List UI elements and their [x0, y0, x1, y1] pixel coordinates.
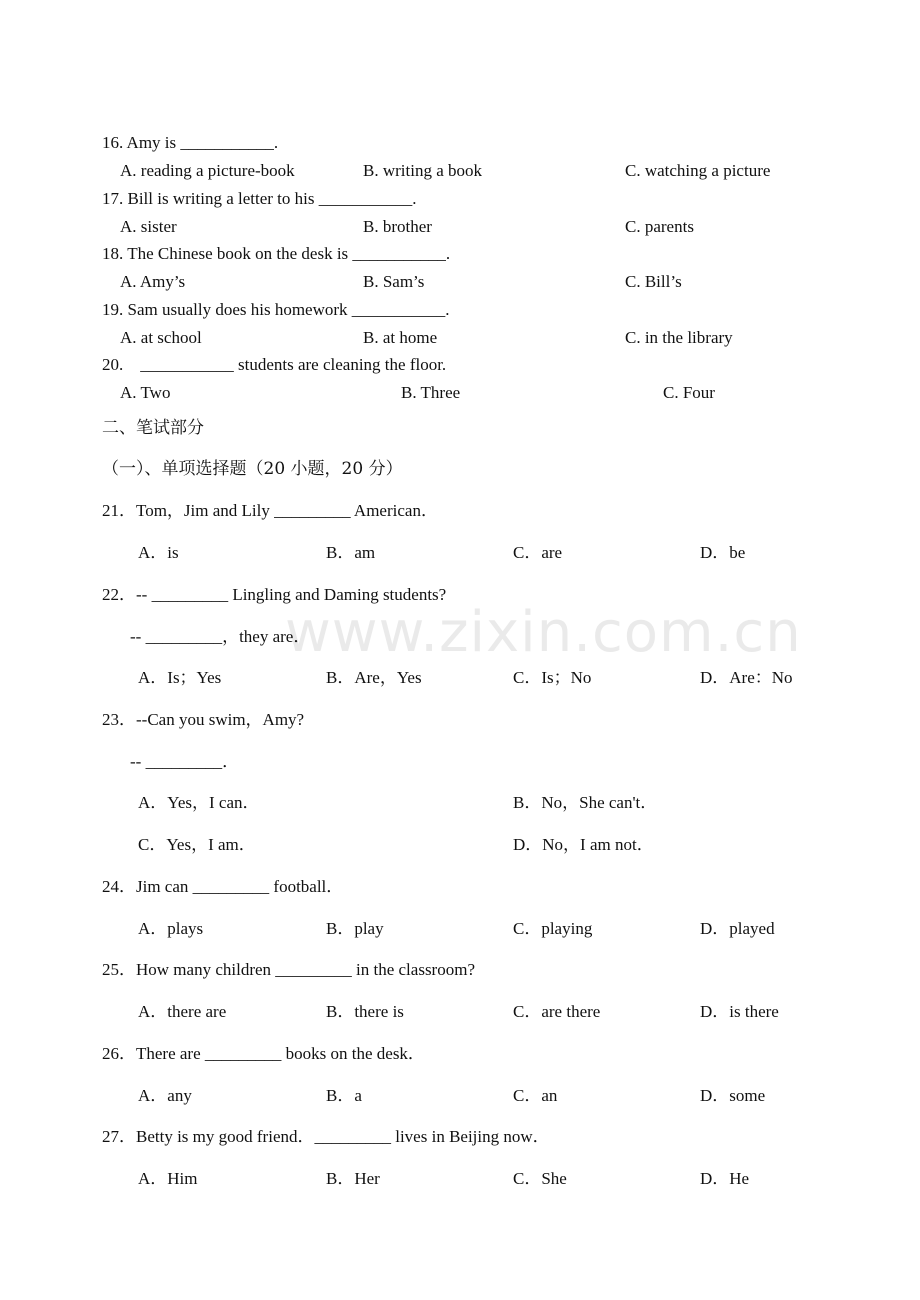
option-23-b: B．No，She can't． — [513, 793, 658, 812]
watermark: www.zixin.com.cn — [285, 600, 802, 665]
section-title: 二、笔试部分 — [102, 418, 204, 438]
question-26: 26．There are _________ books on the desk． — [102, 1044, 425, 1063]
option-21-c: C．are — [513, 543, 563, 562]
option-17-a: A. sister — [120, 217, 177, 236]
option-26-d: D．some — [700, 1086, 766, 1105]
question-16: 16. Amy is ___________. — [102, 133, 279, 152]
question-19: 19. Sam usually does his homework ___________. — [102, 300, 450, 319]
option-22-c: C．Is；No — [513, 668, 592, 687]
option-25-c: C．are there — [513, 1002, 601, 1021]
option-21-a: A．is — [138, 543, 179, 562]
option-22-d: D．Are：No — [700, 668, 793, 687]
question-25: 25．How many children _________ in the classroom? — [102, 960, 475, 979]
option-18-b: B. Sam’s — [363, 272, 425, 291]
subsection-title: （一）、单项选择题（20 小题，20 分） — [102, 459, 403, 479]
option-23-a: A．Yes，I can． — [138, 793, 260, 812]
question-23: 23．--Can you swim，Amy? — [102, 710, 305, 729]
option-22-a: A．Is；Yes — [138, 668, 222, 687]
option-16-a: A. reading a picture-book — [120, 161, 295, 180]
question-27: 27．Betty is my good friend．_________ lives in Beijing now． — [102, 1127, 550, 1146]
option-18-a: A. Amy’s — [120, 272, 186, 291]
option-25-a: A．there are — [138, 1002, 227, 1021]
option-26-b: B．a — [326, 1086, 362, 1105]
option-16-c: C. watching a picture — [625, 161, 771, 180]
option-27-d: D．He — [700, 1169, 750, 1188]
option-24-b: B．play — [326, 919, 384, 938]
option-16-b: B. writing a book — [363, 161, 482, 180]
option-19-a: A. at school — [120, 328, 202, 347]
option-23-c: C．Yes，I am． — [138, 835, 256, 854]
question-22: 22．-- _________ Lingling and Daming students? — [102, 585, 447, 604]
question-23-reply: -- _________． — [130, 752, 240, 771]
option-24-d: D．played — [700, 919, 775, 938]
option-22-b: B．Are，Yes — [326, 668, 422, 687]
option-26-a: A．any — [138, 1086, 192, 1105]
option-27-c: C．She — [513, 1169, 567, 1188]
option-21-d: D．be — [700, 543, 746, 562]
option-20-a: A. Two — [120, 383, 171, 402]
option-20-c: C. Four — [663, 383, 715, 402]
option-21-b: B．am — [326, 543, 376, 562]
option-24-c: C．playing — [513, 919, 593, 938]
option-26-c: C．an — [513, 1086, 558, 1105]
option-27-b: B．Her — [326, 1169, 380, 1188]
option-24-a: A．plays — [138, 919, 204, 938]
question-20: 20. ___________ students are cleaning the floor. — [102, 355, 447, 374]
option-25-b: B．there is — [326, 1002, 404, 1021]
question-18: 18. The Chinese book on the desk is ___________. — [102, 244, 451, 263]
option-23-d: D．No，I am not． — [513, 835, 654, 854]
question-22-reply: -- _________，they are． — [130, 627, 311, 646]
option-17-c: C. parents — [625, 217, 694, 236]
option-20-b: B. Three — [401, 383, 461, 402]
option-19-b: B. at home — [363, 328, 438, 347]
question-24: 24．Jim can _________ football． — [102, 877, 344, 896]
option-25-d: D．is there — [700, 1002, 779, 1021]
option-19-c: C. in the library — [625, 328, 733, 347]
question-21: 21．Tom，Jim and Lily _________ American． — [102, 501, 438, 520]
option-27-a: A．Him — [138, 1169, 198, 1188]
question-17: 17. Bill is writing a letter to his ___________. — [102, 189, 417, 208]
option-18-c: C. Bill’s — [625, 272, 682, 291]
option-17-b: B. brother — [363, 217, 432, 236]
